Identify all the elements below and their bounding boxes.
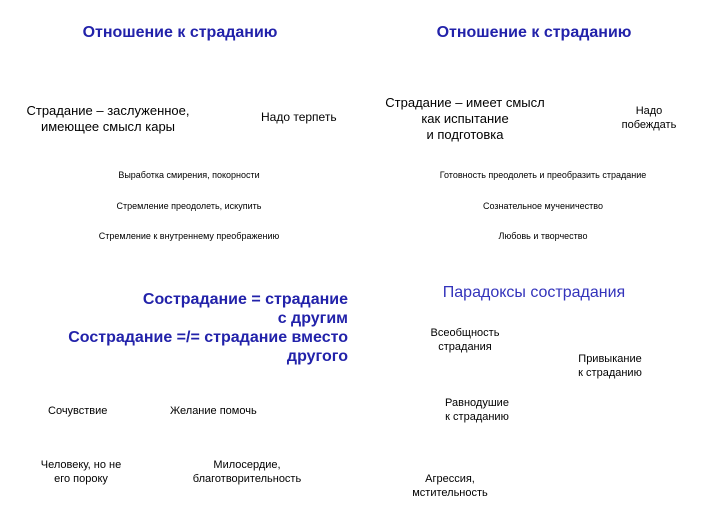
compassion-definition [30, 290, 348, 366]
indifference-line-2: к страданию [445, 411, 509, 423]
suffering-deserved-text [14, 103, 202, 135]
aggression-line-2: мстительность [412, 487, 488, 499]
indifference-line-1: Равнодушие [445, 397, 509, 409]
must-endure-label: Надо терпеть [261, 110, 337, 124]
suffering-meaningful-text [378, 95, 552, 143]
universality-line-2: страдания [438, 341, 492, 353]
tl-item-humility: Выработка смирения, покорности [118, 170, 260, 180]
sympathy-label: Сочувствие [48, 405, 108, 417]
person-not-vice-line-1: Человеку, но не [40, 459, 122, 471]
tl-item-transformation: Стремление к внутреннему преображению [98, 231, 280, 241]
compassion-def-line-3: Сострадание =/= страдание вместо [68, 329, 348, 346]
charity-text [178, 458, 316, 486]
must-overcome-line-1: Надо [635, 105, 663, 117]
must-overcome-line-2: побеждать [621, 119, 677, 131]
habituation-line-2: к страданию [578, 367, 642, 379]
title-attitude-left: Отношение к страданию [82, 24, 278, 41]
indifference-text [432, 396, 522, 424]
compassion-def-line-2: с другим [277, 310, 348, 327]
aggression-line-1: Агрессия, [425, 473, 475, 485]
tr-item-martyrdom: Сознательное мученичество [483, 201, 603, 211]
tl-item-overcome: Стремление преодолеть, искупить [116, 201, 262, 211]
tr-item-love-creativity: Любовь и творчество [498, 231, 588, 241]
universality-text [420, 326, 510, 354]
suffering-deserved-line-2: имеющее смысл кары [40, 119, 176, 134]
suffering-meaningful-line-3: и подготовка [426, 127, 504, 142]
tr-item-readiness: Готовность преодолеть и преобразить страдание [439, 170, 647, 180]
charity-line-1: Милосердие, [213, 459, 281, 471]
suffering-deserved-line-1: Страдание – заслуженное, [26, 103, 190, 118]
habituation-line-1: Привыкание [578, 353, 642, 365]
person-not-vice-text [28, 458, 134, 486]
suffering-meaningful-line-1: Страдание – имеет смысл [385, 95, 545, 110]
aggression-text [402, 472, 498, 500]
habituation-text [568, 352, 652, 380]
person-not-vice-line-2: его пороку [54, 473, 108, 485]
title-paradoxes: Парадоксы сострадания [442, 284, 626, 301]
suffering-meaningful-line-2: как испытание [421, 111, 509, 126]
charity-line-2: благотворительность [192, 473, 302, 485]
want-help-label: Желание помочь [170, 405, 257, 417]
universality-line-1: Всеобщность [430, 327, 500, 339]
must-overcome-label [612, 104, 686, 132]
compassion-def-line-4: другого [286, 348, 348, 365]
compassion-def-line-1: Сострадание = страдание [142, 291, 348, 308]
title-attitude-right: Отношение к страданию [436, 24, 632, 41]
